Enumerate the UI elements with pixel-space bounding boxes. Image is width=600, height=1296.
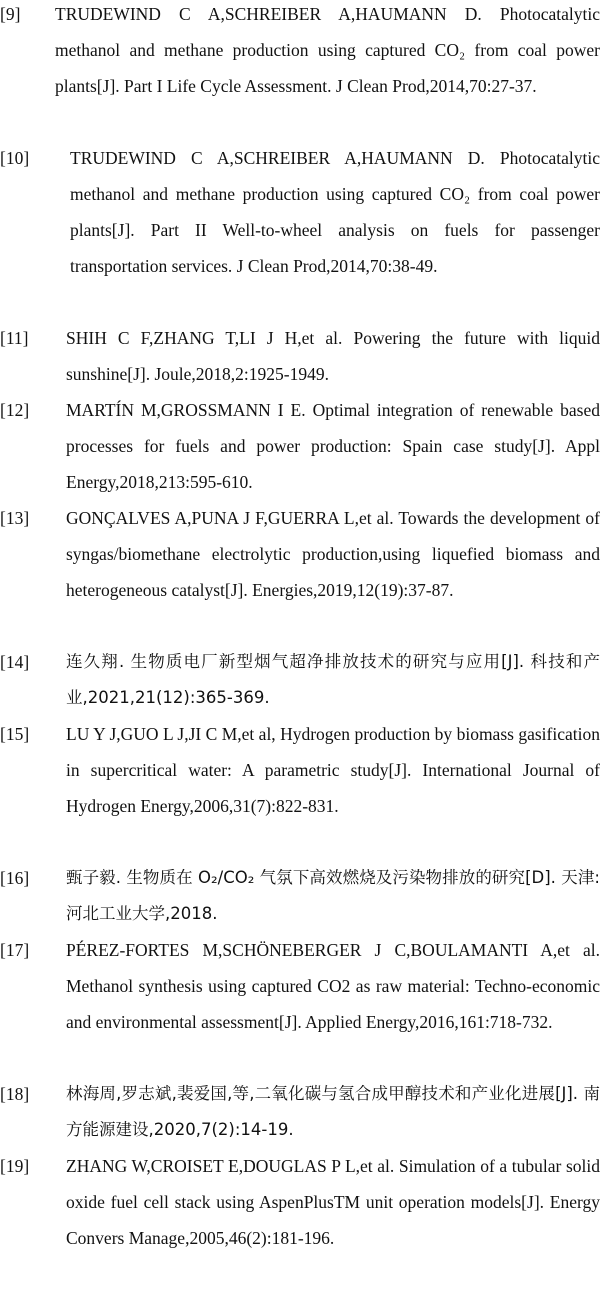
- reference-item: [0, 1076, 600, 1148]
- reference-number: [14]: [0, 652, 30, 672]
- reference-item: [0, 716, 600, 824]
- reference-text: GONÇALVES A,PUNA J F,GUERRA L,et al. Towards the development of syngas/biomethane electrolytic production,using liquefied biomass and heterogeneous catalyst[J]. Energies,2019,12(19):37-87.: [66, 508, 600, 600]
- reference-text: TRUDEWIND C A,SCHREIBER A,HAUMANN D. Photocatalytic methanol and methane production using captured CO₂ from coal power plants[J]. Part II Well-to-wheel analysis on fuels for passenger transportation services. J Clean Prod,2014,70:38-49.: [70, 148, 600, 276]
- reference-text: 甄子毅. 生物质在 O₂/CO₂ 气氛下高效燃烧及污染物排放的研究[D]. 天津:河北工业大学,2018.: [66, 868, 600, 923]
- reference-item: [0, 1148, 600, 1256]
- reference-text: TRUDEWIND C A,SCHREIBER A,HAUMANN D. Photocatalytic methanol and methane production using captured CO₂ from coal power plants[J]. Part I Life Cycle Assessment. J Clean Prod,2014,70:27-37.: [55, 4, 600, 96]
- reference-item: [0, 320, 600, 392]
- reference-item: [0, 932, 600, 1040]
- reference-number: [18]: [0, 1084, 30, 1104]
- reference-item: [0, 860, 600, 932]
- reference-text: MARTÍN M,GROSSMANN I E. Optimal integration of renewable based processes for fuels and power production: Spain case study[J]. Appl Energy,2018,213:595-610.: [66, 400, 600, 492]
- reference-number: [13]: [0, 508, 30, 528]
- reference-text: ZHANG W,CROISET E,DOUGLAS P L,et al. Simulation of a tubular solid oxide fuel cell stack using AspenPlusTM unit operation models[J]. Energy Convers Manage,2005,46(2):181-196.: [66, 1156, 600, 1248]
- reference-text: LU Y J,GUO L J,JI C M,et al, Hydrogen production by biomass gasification in supercritical water: A parametric study[J]. International Journal of Hydrogen Energy,2006,31(7):822-831.: [66, 724, 600, 816]
- reference-item: [0, 392, 600, 500]
- reference-number: [11]: [0, 328, 29, 348]
- reference-text: 连久翔. 生物质电厂新型烟气超净排放技术的研究与应用[J]. 科技和产业,2021,21(12):365-369.: [66, 652, 600, 707]
- reference-number: [16]: [0, 868, 30, 888]
- reference-number: [9]: [0, 4, 21, 24]
- reference-number: [12]: [0, 400, 30, 420]
- reference-text: PÉREZ-FORTES M,SCHÖNEBERGER J C,BOULAMANTI A,et al. Methanol synthesis using captured CO2 as raw material: Techno-economic and environmental assessment[J]. Applied Energy,2016,161:718-732.: [66, 940, 600, 1032]
- reference-item: [0, 644, 600, 716]
- reference-text: SHIH C F,ZHANG T,LI J H,et al. Powering the future with liquid sunshine[J]. Joule,2018,2:1925-1949.: [66, 328, 600, 384]
- reference-number: [15]: [0, 724, 30, 744]
- reference-number: [10]: [0, 148, 30, 168]
- reference-item: [0, 500, 600, 608]
- reference-item: [0, 0, 600, 104]
- reference-number: [17]: [0, 940, 30, 960]
- reference-text: 林海周,罗志斌,裴爱国,等,二氧化碳与氢合成甲醇技术和产业化进展[J]. 南方能源建设,2020,7(2):14-19.: [66, 1084, 600, 1139]
- reference-number: [19]: [0, 1156, 30, 1176]
- reference-item: [0, 140, 600, 284]
